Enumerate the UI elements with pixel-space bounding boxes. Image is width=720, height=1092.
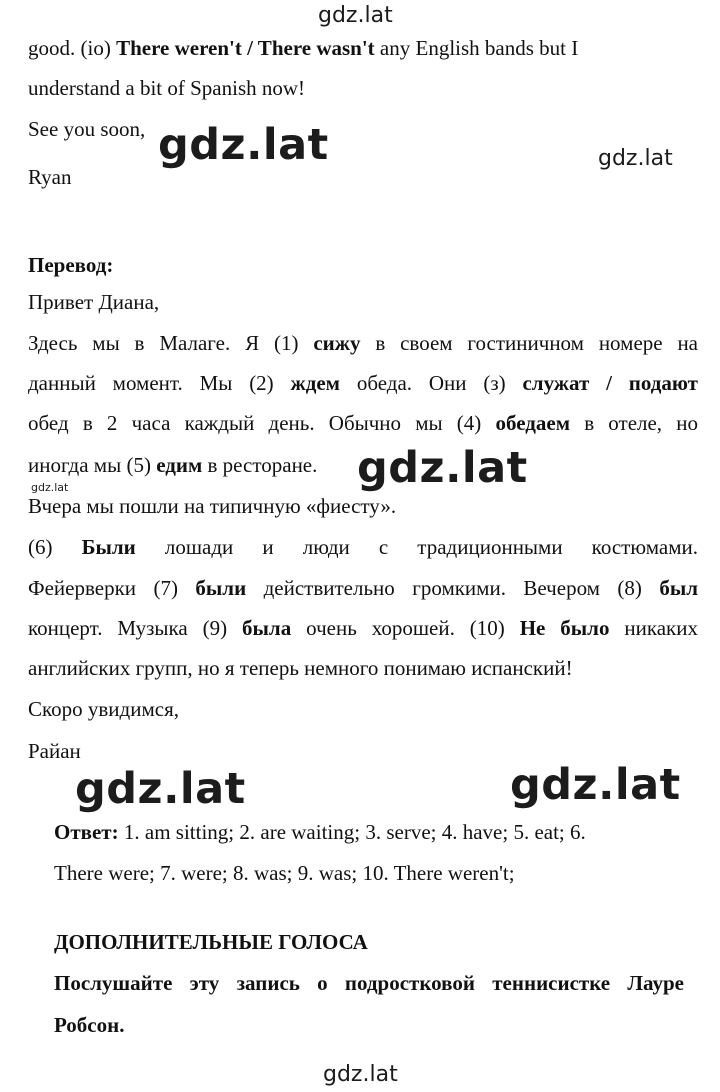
translation-heading: Перевод:: [28, 253, 114, 277]
translation-line-1-text-b: в своем гостиничном номере на: [360, 331, 699, 355]
translation-line-1: [28, 333, 698, 354]
translation-line-1-text-a: Здесь мы в Малаге. Я (1): [28, 331, 314, 355]
translation-line-7: [28, 578, 698, 599]
translation-line-8-bold-answer-a: была: [242, 616, 292, 640]
translation-line-3-bold-answer: обедаем: [495, 411, 570, 435]
letter-line-1-bold-answer: There weren't / There wasn't: [116, 36, 375, 60]
translation-line-6: [28, 537, 698, 558]
extra-instruction-line-2: Робсон.: [54, 1013, 125, 1037]
translation-line-8-text-a: концерт. Музыка (9): [28, 616, 243, 640]
translation-line-3-text-a: обед в 2 часа каждый день. Обычно мы (4): [28, 411, 496, 435]
translation-line-7-text-a: Фейерверки (7): [28, 576, 196, 600]
answer-label: Ответ:: [54, 820, 119, 844]
answer-text-1: 1. am sitting; 2. are waiting; 3. serve; 4. have; 5. eat; 6.: [118, 820, 586, 844]
translation-line-8-text-c: никаких: [609, 616, 698, 640]
translation-line-2-text-a: данный момент. Мы (2): [28, 371, 291, 395]
extra-heading: ДОПОЛНИТЕЛЬНЫЕ ГОЛОСА: [54, 930, 368, 954]
translation-line-2: [28, 373, 698, 394]
watermark-right-small-top: gdz.lat: [598, 146, 673, 171]
translation-greeting: Привет Диана,: [28, 290, 160, 314]
watermark-left-large-top: gdz.lat: [158, 120, 329, 170]
watermark-middle-large: gdz.lat: [357, 443, 528, 493]
watermark-bottom-center: gdz.lat: [323, 1062, 398, 1087]
letter-line-1: [28, 38, 698, 59]
translation-line-4-text-b: в ресторане.: [202, 453, 318, 477]
translation-line-7-text-b: действительно громкими. Вечером (8): [246, 576, 660, 600]
translation-line-8: [28, 618, 698, 639]
translation-line-8-bold-answer-b: Не было: [519, 616, 610, 640]
translation-signature: Райан: [28, 739, 81, 763]
translation-line-6-bold-answer: Были: [81, 535, 136, 559]
translation-line-7-bold-answer-b: был: [659, 576, 698, 600]
watermark-tiny-mid: gdz.lat: [31, 481, 69, 494]
letter-closing: See you soon,: [28, 117, 146, 141]
letter-line-1-text-b: any English bands but I: [374, 36, 579, 60]
watermark-bottom-right-large: gdz.lat: [510, 760, 681, 810]
translation-line-2-text-b: обеда. Они (з): [340, 371, 523, 395]
extra-instruction-line-1: Послушайте эту запись о подростковой теннисистке Лауре: [54, 971, 684, 995]
letter-line-1-text-a: good. (io): [28, 36, 117, 60]
watermark-bottom-left-large: gdz.lat: [75, 764, 246, 814]
letter-line-2: understand a bit of Spanish now!: [28, 76, 306, 100]
translation-closing: Скоро увидимся,: [28, 697, 179, 721]
translation-line-5: Вчера мы пошли на типичную «фиесту».: [28, 494, 397, 518]
translation-line-6-text-a: (6): [28, 535, 82, 559]
translation-line-1-bold-answer: сижу: [313, 331, 361, 355]
translation-line-3-text-b: в отеле, но: [570, 411, 698, 435]
translation-line-8-text-b: очень хорошей. (10): [291, 616, 520, 640]
watermark-top-center: gdz.lat: [318, 3, 393, 28]
translation-line-2-bold-answer-b: служат / подают: [522, 371, 698, 395]
translation-line-3: [28, 413, 698, 434]
translation-line-4-text-a: иногда мы (5): [28, 453, 157, 477]
answer-line-2: There were; 7. were; 8. was; 9. was; 10. There weren't;: [54, 861, 515, 885]
answer-line-1: [54, 822, 684, 843]
translation-line-4-bold-answer: едим: [156, 453, 203, 477]
letter-signature: Ryan: [28, 165, 72, 189]
translation-line-7-bold-answer-a: были: [195, 576, 247, 600]
translation-line-2-bold-answer-a: ждем: [290, 371, 340, 395]
translation-line-6-text-b: лошади и люди с традиционными костюмами.: [135, 535, 698, 559]
translation-line-9: английских групп, но я теперь немного понимаю испанский!: [28, 656, 573, 680]
